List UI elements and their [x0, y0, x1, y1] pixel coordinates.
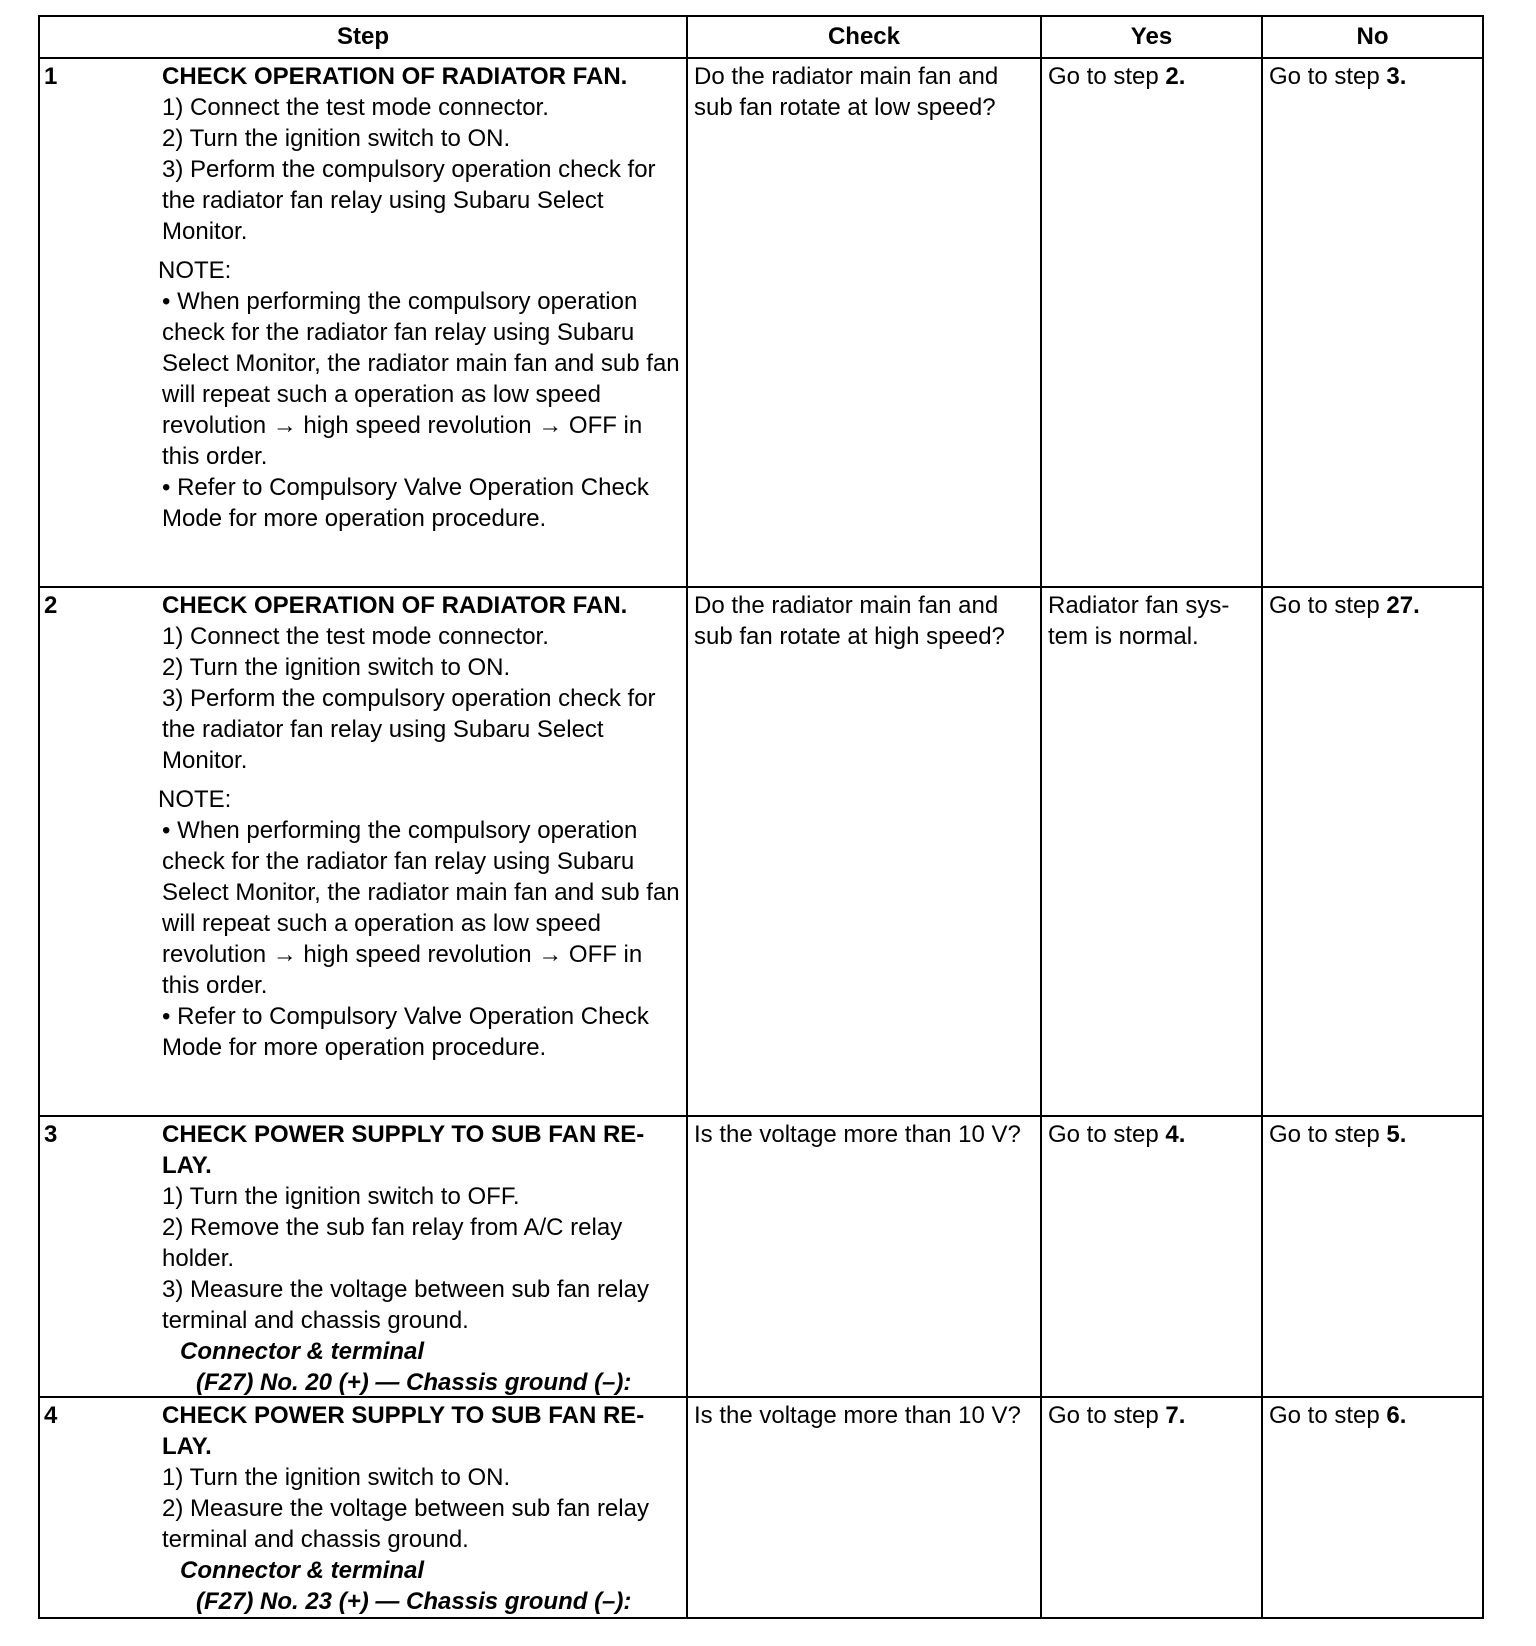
- step-instruction: 3) Measure the voltage between sub fan relay terminal and chassis ground.: [162, 1276, 649, 1334]
- step-instruction: 2) Measure the voltage between sub fan relay terminal and chassis ground.: [162, 1495, 649, 1553]
- step-body: [158, 61, 686, 586]
- note-bullet: • Refer to Compulsory Valve Operation Check Mode for more operation procedure.: [162, 1003, 649, 1061]
- table-row: [40, 59, 1482, 588]
- no-text: Go to step: [1269, 592, 1387, 619]
- step-body: [162, 1119, 686, 1396]
- connector-label: Connector & terminal: [180, 1557, 425, 1584]
- step-number: 4: [44, 1402, 58, 1429]
- step-body: [162, 1400, 686, 1617]
- yes-step-ref: 4.: [1165, 1121, 1186, 1148]
- step-instruction: 2) Remove the sub fan relay from A/C relay holder.: [162, 1214, 623, 1272]
- yes-step-ref: 2.: [1165, 63, 1186, 90]
- no-cell: [1263, 59, 1482, 586]
- yes-text: Go to step: [1048, 63, 1166, 90]
- no-step-ref: 5.: [1386, 1121, 1407, 1148]
- yes-cell: [1042, 588, 1263, 1115]
- note-label: NOTE:: [158, 257, 232, 284]
- check-cell: Do the radiator main fan and sub fan rotate at low speed?: [688, 59, 1042, 586]
- table-row: [40, 1398, 1482, 1617]
- yes-cell: [1042, 59, 1263, 586]
- no-text: Go to step: [1269, 1121, 1387, 1148]
- step-title: CHECK OPERATION OF RADIATOR FAN.: [162, 63, 628, 90]
- step-cell: [40, 1398, 688, 1617]
- no-text: Go to step: [1269, 1402, 1387, 1429]
- step-instruction: 3) Perform the compulsory operation check for the radiator fan relay using Subaru Select Monitor.: [162, 156, 656, 245]
- no-cell: [1263, 1398, 1482, 1617]
- step-instruction: 1) Turn the ignition switch to OFF.: [162, 1183, 520, 1210]
- connector-label: Connector & terminal: [180, 1338, 425, 1365]
- step-instruction: 1) Connect the test mode connector.: [162, 94, 549, 121]
- note-bullet: • When performing the compulsory operation check for the radiator fan relay using Subaru Select Monitor, the radiator main fan and sub fan will repeat such a operation as low speed revolution → high speed revolution → OFF in this order.: [162, 288, 680, 470]
- yes-text: Go to step: [1048, 1121, 1166, 1148]
- step-number: 1: [44, 63, 58, 90]
- header-step: Step: [40, 17, 688, 57]
- no-cell: [1263, 588, 1482, 1115]
- yes-step-ref: 7.: [1165, 1402, 1186, 1429]
- step-instruction: 2) Turn the ignition switch to ON.: [162, 125, 511, 152]
- note-label: NOTE:: [158, 786, 232, 813]
- step-instruction: 1) Turn the ignition switch to ON.: [162, 1464, 511, 1491]
- no-step-ref: 3.: [1386, 63, 1407, 90]
- step-title: CHECK POWER SUPPLY TO SUB FAN RE-LAY.: [162, 1402, 645, 1460]
- header-check: Check: [688, 17, 1042, 57]
- step-title: CHECK OPERATION OF RADIATOR FAN.: [162, 592, 628, 619]
- no-step-ref: 27.: [1386, 592, 1420, 619]
- check-cell: Is the voltage more than 10 V?: [688, 1398, 1042, 1617]
- step-number: 2: [44, 592, 58, 619]
- no-step-ref: 6.: [1386, 1402, 1407, 1429]
- no-text: Go to step: [1269, 63, 1387, 90]
- step-cell: [40, 59, 688, 586]
- yes-text: Radiator fan sys-tem is normal.: [1048, 592, 1230, 650]
- table-row: [40, 588, 1482, 1117]
- step-instruction: 3) Perform the compulsory operation check for the radiator fan relay using Subaru Select Monitor.: [162, 685, 656, 774]
- table-row: [40, 1117, 1482, 1398]
- step-body: [158, 590, 686, 1115]
- connector-value: (F27) No. 20 (+) — Chassis ground (–):: [196, 1369, 632, 1396]
- note-bullet: • When performing the compulsory operation check for the radiator fan relay using Subaru Select Monitor, the radiator main fan and sub fan will repeat such a operation as low speed revolution → high speed revolution → OFF in this order.: [162, 817, 680, 999]
- diagnostic-table: [38, 15, 1484, 1619]
- step-instruction: 2) Turn the ignition switch to ON.: [162, 654, 511, 681]
- yes-text: Go to step: [1048, 1402, 1166, 1429]
- header-yes: Yes: [1042, 17, 1263, 57]
- check-cell: Do the radiator main fan and sub fan rotate at high speed?: [688, 588, 1042, 1115]
- step-instruction: 1) Connect the test mode connector.: [162, 623, 549, 650]
- no-cell: [1263, 1117, 1482, 1396]
- step-number: 3: [44, 1121, 58, 1148]
- step-cell: [40, 1117, 688, 1396]
- yes-cell: [1042, 1117, 1263, 1396]
- step-cell: [40, 588, 688, 1115]
- step-title: CHECK POWER SUPPLY TO SUB FAN RE-LAY.: [162, 1121, 645, 1179]
- note-bullet: • Refer to Compulsory Valve Operation Check Mode for more operation procedure.: [162, 474, 649, 532]
- check-cell: Is the voltage more than 10 V?: [688, 1117, 1042, 1396]
- connector-value: (F27) No. 23 (+) — Chassis ground (–):: [196, 1588, 632, 1615]
- yes-cell: [1042, 1398, 1263, 1617]
- header-no: No: [1356, 23, 1389, 50]
- table-header: [40, 17, 1482, 59]
